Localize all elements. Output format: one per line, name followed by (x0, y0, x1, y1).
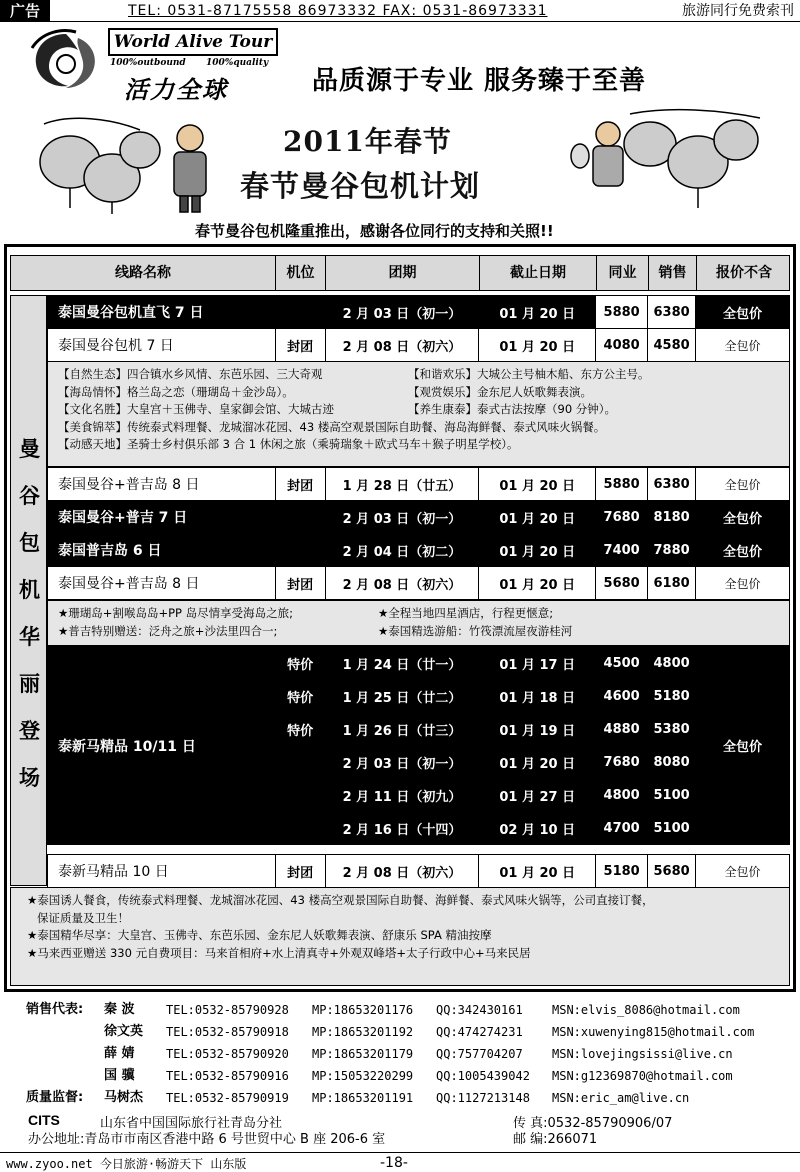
bottom-bar (0, 1152, 800, 1172)
contact-qq: QQ:1127213148 (436, 1091, 530, 1105)
peer-price: 4500 (596, 647, 648, 680)
office-address: 办公地址:青岛市市南区香港中路 6 号世贸中心 B 座 206-6 室 (28, 1132, 386, 1147)
cits-label: CITS (28, 1112, 60, 1128)
seat-cell (275, 812, 325, 845)
date-cell: 2 月 08 日（初六） (325, 329, 479, 362)
table-row (48, 501, 790, 534)
contact-name: 薛 婧 (104, 1046, 135, 1061)
ad-label: 广告 (0, 0, 50, 22)
seat-cell (275, 779, 325, 812)
highlight-row (58, 419, 779, 437)
peer-price: 5880 (596, 468, 648, 501)
sale-price: 6380 (648, 296, 696, 329)
side-char: 场 (19, 766, 40, 790)
side-label (10, 295, 47, 886)
highlight-row (58, 401, 779, 419)
sale-price: 5100 (648, 812, 696, 845)
date-cell: 1 月 24 日（廿一） (325, 647, 479, 680)
sale-price: 6380 (648, 468, 696, 501)
peer-price: 4800 (596, 779, 648, 812)
table-row (48, 329, 790, 362)
side-char: 谷 (19, 484, 40, 508)
table-row (48, 468, 790, 501)
table-row (48, 296, 790, 329)
top-right-text: 旅游同行免费索刊 (682, 3, 794, 19)
deadline-cell: 02 月 10 日 (479, 812, 596, 845)
route-name: 泰国曼谷+普吉岛 8 日 (48, 567, 276, 600)
side-char: 机 (19, 578, 40, 602)
contact-msn: MSN:g12369870@hotmail.com (552, 1069, 733, 1083)
table-row (48, 567, 790, 600)
top-bar (0, 0, 800, 22)
sea-highlights (10, 887, 790, 986)
deadline-cell: 01 月 19 日 (479, 713, 596, 746)
banner-title-plan: 春节曼谷包机计划 (240, 169, 481, 203)
date-cell: 1 月 26 日（廿三） (325, 713, 479, 746)
highlight-row (58, 623, 779, 641)
sale-price: 5100 (648, 779, 696, 812)
peer-price: 7680 (596, 501, 648, 534)
highlight-text: 【观赏娱乐】金东尼人妖歌舞表演。 (408, 384, 592, 399)
deadline-cell: 01 月 20 日 (479, 534, 596, 567)
sale-price: 5380 (648, 713, 696, 746)
price-note: 全包价 (696, 567, 790, 600)
top-contact: TEL: 0531-87175558 86973332 FAX: 0531-86973331 (128, 3, 548, 19)
seat-cell: 特价 (275, 713, 325, 746)
highlight-text: ★泰国精选游船：竹筏漂流屋夜游桂河 (378, 623, 573, 638)
highlight-text: 【和谐欢乐】大城公主号柚木船、东方公主号。 (408, 367, 650, 381)
contact-name: 秦 波 (104, 1002, 135, 1017)
logo (28, 28, 278, 104)
route-name: 泰国曼谷+普吉 7 日 (48, 501, 276, 534)
price-note: 全包价 (696, 534, 790, 567)
logo-sub-left: 100%outbound (110, 58, 186, 68)
table-row (48, 534, 790, 567)
date-cell: 2 月 04 日（初二） (325, 534, 479, 567)
seat-cell (275, 534, 325, 567)
banner-tagline: 春节曼谷包机隆重推出，感谢各位同行的支持和关照!! (195, 222, 554, 240)
side-char: 曼 (19, 437, 40, 461)
slogan: 品质源于专业 服务臻于至善 (312, 66, 647, 96)
highlight-text: 【动感天地】圣骑士乡村俱乐部 3 合 1 休闲之旅（乘骑瑞象＋欧式马车＋猴子明星学校）。 (58, 437, 519, 451)
seat-cell: 特价 (275, 647, 325, 680)
date-cell: 1 月 25 日（廿二） (325, 680, 479, 713)
route-name: 泰国普吉岛 6 日 (48, 534, 276, 567)
deadline-cell: 01 月 17 日 (479, 647, 596, 680)
logo-chinese: 活力全球 (124, 76, 228, 104)
highlight-text: ★泰国诱人餐食，传统泰式料理餐、龙城溜冰花园、43 楼高空观景国际自助餐、海鲜餐、泰式风味火锅等，公司直接订餐， (27, 893, 654, 907)
group4-table (47, 854, 790, 888)
deadline-cell: 01 月 20 日 (479, 468, 596, 501)
highlight-text: ★珊瑚岛+割喉岛岛+PP 岛尽情享受海岛之旅; (58, 606, 293, 620)
contact-msn: MSN:elvis_8086@hotmail.com (552, 1003, 740, 1017)
sale-price: 8080 (648, 746, 696, 779)
highlight-row (58, 366, 779, 384)
highlight-text: 【海岛情怀】格兰岛之恋（珊瑚岛＋金沙岛）。 (58, 384, 294, 399)
date-cell: 2 月 16 日（十四） (325, 812, 479, 845)
peer-price: 5680 (596, 567, 648, 600)
table-row (48, 855, 790, 888)
date-cell: 2 月 03 日（初一） (325, 501, 479, 534)
peer-price: 5180 (596, 855, 648, 888)
group1-table (47, 295, 790, 362)
date-cell: 2 月 08 日（初六） (325, 567, 479, 600)
highlight-text: ★泰国精华尽享：大皇宫、玉佛寺、东芭乐园、金东尼人妖歌舞表演、舒康乐 SPA 精油按摩 (27, 928, 492, 942)
contact-tel: TEL:0532-85790920 (166, 1047, 289, 1061)
fax-number: 传 真:0532-85790906/07 (513, 1116, 673, 1131)
deadline-cell: 01 月 27 日 (479, 779, 596, 812)
contact-mobile: MP:18653201176 (312, 1003, 414, 1017)
seat-cell (275, 296, 325, 329)
sale-price: 5180 (648, 680, 696, 713)
peer-price: 4080 (596, 329, 648, 362)
contact-msn: MSN:xuwenying815@hotmail.com (552, 1025, 755, 1039)
highlight-text: 保证质量及卫生！ (37, 910, 129, 925)
logo-sub-right: 100%quality (206, 58, 269, 68)
peer-price: 4880 (596, 713, 648, 746)
contact-name: 国 骥 (104, 1068, 135, 1083)
seat-cell: 封团 (275, 855, 325, 888)
header-date: 团期 (326, 256, 480, 290)
side-char: 登 (19, 719, 40, 743)
highlight-row (27, 927, 779, 945)
contact-qq: QQ:474274231 (436, 1025, 523, 1039)
highlight-row (27, 910, 779, 928)
peer-price: 7680 (596, 746, 648, 779)
contact-qq: QQ:1005439042 (436, 1069, 530, 1083)
price-note: 全包价 (696, 855, 790, 888)
seat-cell: 特价 (275, 680, 325, 713)
highlight-text: 【文化名胜】大皇宫＋玉佛寺、皇家御会馆、大城古迹 (58, 402, 334, 416)
sale-price: 8180 (648, 501, 696, 534)
contact-mobile: MP:18653201192 (312, 1025, 414, 1039)
highlight-text: ★马来西亚赠送 330 元自费项目：马来首相府+水上清真寺+外观双峰塔+太子行政中心+马来民居 (27, 945, 531, 960)
header-deadline: 截止日期 (480, 256, 597, 290)
deadline-cell: 01 月 20 日 (479, 567, 596, 600)
header-route: 线路名称 (11, 256, 276, 290)
route-name: 泰国曼谷+普吉岛 8 日 (48, 468, 276, 501)
table-row (48, 647, 790, 680)
side-char: 华 (19, 625, 40, 649)
contact-tel: TEL:0532-85790919 (166, 1091, 289, 1105)
postcode: 邮 编:266071 (513, 1132, 598, 1147)
peer-price: 5880 (596, 296, 648, 329)
contact-qq: QQ:757704207 (436, 1047, 523, 1061)
itinerary-highlights (47, 361, 790, 467)
highlight-row (58, 384, 779, 402)
company-name: 山东省中国国际旅行社青岛分社 (100, 1116, 283, 1131)
sale-price: 4800 (648, 647, 696, 680)
deadline-cell: 01 月 20 日 (479, 855, 596, 888)
contact-qq: QQ:342430161 (436, 1003, 523, 1017)
deadline-cell: 01 月 20 日 (479, 501, 596, 534)
route-name: 泰新马精品 10 日 (48, 855, 276, 888)
contact-tel: TEL:0532-85790918 (166, 1025, 289, 1039)
contact-msn: MSN:eric_am@live.cn (552, 1091, 690, 1105)
contact-name: 徐文英 (104, 1024, 144, 1039)
group3-table (47, 646, 790, 845)
quality-label: 质量监督: (26, 1090, 84, 1105)
swirl-logo-icon (28, 28, 104, 94)
header-seat: 机位 (276, 256, 326, 290)
highlight-row (58, 605, 779, 623)
header-price-note: 报价不含 (716, 265, 772, 281)
date-cell: 2 月 08 日（初六） (325, 855, 479, 888)
sales-label: 销售代表: (26, 1002, 84, 1017)
side-char: 丽 (19, 672, 40, 696)
sale-price: 7880 (648, 534, 696, 567)
route-name: 泰国曼谷包机直飞 7 日 (48, 296, 276, 329)
highlight-row (58, 436, 779, 454)
route-name: 泰新马精品 10/11 日 (48, 647, 276, 845)
highlight-row (27, 945, 779, 963)
peer-price: 4700 (596, 812, 648, 845)
sale-price: 4580 (648, 329, 696, 362)
price-note: 全包价 (696, 647, 790, 845)
seat-cell (275, 501, 325, 534)
deadline-cell: 01 月 20 日 (479, 296, 596, 329)
price-note: 全包价 (696, 329, 790, 362)
header-peer: 同业 (597, 256, 649, 290)
group2-table (47, 467, 790, 600)
price-note: 全包价 (696, 468, 790, 501)
highlight-text: 【养生康泰】泰式古法按摩（90 分钟）。 (408, 402, 617, 416)
route-name: 泰国曼谷包机 7 日 (48, 329, 276, 362)
logo-english: World Alive Tour (108, 28, 278, 56)
price-note: 全包价 (696, 501, 790, 534)
side-char: 包 (19, 531, 40, 555)
contact-mobile: MP:18653201179 (312, 1047, 414, 1061)
peer-price: 7400 (596, 534, 648, 567)
deadline-cell: 01 月 20 日 (479, 746, 596, 779)
seat-cell: 封团 (275, 468, 325, 501)
seat-cell: 封团 (275, 567, 325, 600)
sale-price: 5680 (648, 855, 696, 888)
banner-title-year: 2011年春节 (283, 125, 452, 158)
highlight-text: ★全程当地四星酒店，行程更惬意; (378, 606, 554, 620)
sale-price: 6180 (648, 567, 696, 600)
peer-price: 4600 (596, 680, 648, 713)
table-header (10, 255, 790, 291)
date-cell: 2 月 03 日（初一） (325, 746, 479, 779)
contact-msn: MSN:lovejingsissi@live.cn (552, 1047, 733, 1061)
contact-tel: TEL:0532-85790928 (166, 1003, 289, 1017)
date-cell: 1 月 28 日（廿五） (325, 468, 479, 501)
price-note: 全包价 (696, 296, 790, 329)
highlight-row (27, 892, 779, 910)
bottom-site-text: www.zyoo.net 今日旅游·畅游天下 山东版 (6, 1157, 247, 1171)
highlight-text: 【美食锦萃】传统泰式料理餐、龙城溜冰花园、43 楼高空观景国际自助餐、海岛海鲜餐、泰式风味火锅餐。 (58, 419, 606, 434)
contact-tel: TEL:0532-85790916 (166, 1069, 289, 1083)
contact-mobile: MP:15053220299 (312, 1069, 414, 1083)
date-cell: 2 月 11 日（初九） (325, 779, 479, 812)
date-cell: 2 月 03 日（初一） (325, 296, 479, 329)
seat-cell (275, 746, 325, 779)
highlight-text: ★普吉特别赠送：泛舟之旅+沙法里四合一; (58, 623, 278, 638)
contact-name: 马树杰 (104, 1090, 144, 1105)
deadline-cell: 01 月 18 日 (479, 680, 596, 713)
deadline-cell: 01 月 20 日 (479, 329, 596, 362)
highlight-text: 【自然生态】四合镇水乡风情、东芭乐园、三大奇观 (58, 367, 323, 381)
phuket-highlights (47, 600, 790, 646)
header-sale: 销售 (649, 256, 697, 290)
seat-cell: 封团 (275, 329, 325, 362)
contact-mobile: MP:18653201191 (312, 1091, 414, 1105)
page-number: -18- (380, 1155, 408, 1171)
